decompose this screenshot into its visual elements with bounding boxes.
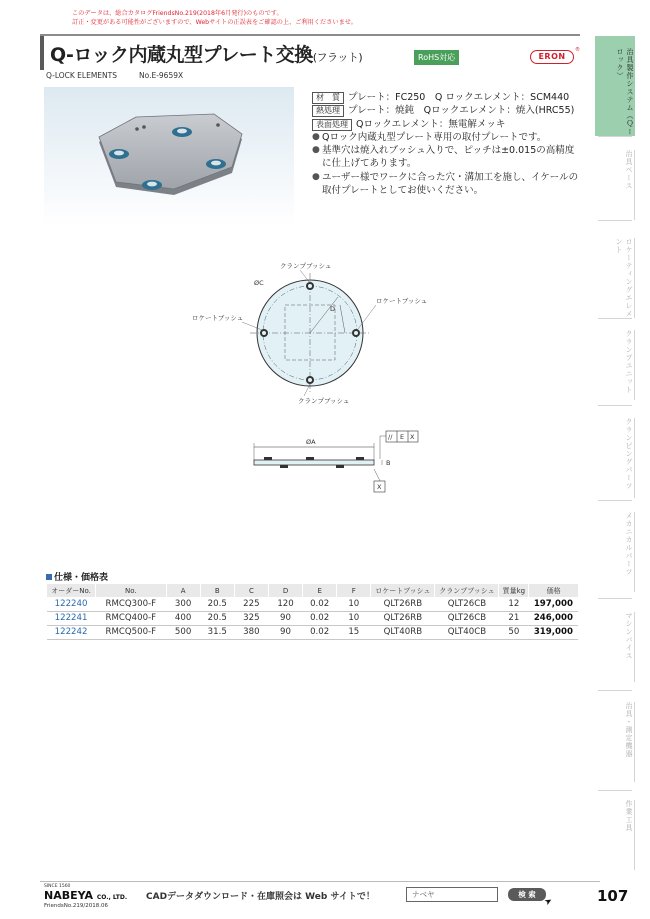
cell-mass: 12: [499, 597, 529, 611]
label-dim-a: ØA: [306, 438, 316, 446]
eron-logo: ERON: [530, 50, 574, 64]
footer-divider: [40, 881, 600, 882]
cad-download-text: CADデータダウンロード・在庫照会は Web サイトで！: [146, 892, 375, 902]
cell-a: 500: [166, 625, 200, 639]
table-row: [47, 611, 579, 625]
th-clamp-bush: クランプブッシュ: [435, 584, 499, 597]
cell-locate-bush: QLT26RB: [371, 597, 435, 611]
label-clamp-bush-top: クランプブッシュ: [280, 262, 332, 270]
notice: [72, 9, 357, 27]
cursor-arrow-icon: ➤: [543, 895, 555, 909]
surface-label: 表面処理: [312, 119, 352, 131]
cell-locate-bush: QLT26RB: [371, 611, 435, 625]
side-nav-item-tools[interactable]: 作業工具: [598, 800, 635, 870]
th-order-no: オーダーNo.: [47, 584, 96, 597]
product-photo: [44, 87, 294, 227]
search-button[interactable]: 検 索: [508, 888, 546, 901]
cell-b: 20.5: [200, 597, 234, 611]
spec-price-table: [46, 584, 578, 640]
cell-no: RMCQ500-F: [96, 625, 166, 639]
subtitle: [46, 71, 183, 80]
order-no-link[interactable]: 122240: [47, 597, 96, 611]
tol-e: E: [400, 433, 405, 441]
table-row: [47, 597, 579, 611]
side-nav-divider: [598, 500, 632, 501]
product-plate-illustration: [44, 87, 294, 227]
th-a: A: [166, 584, 200, 597]
top-view-diagram: [180, 255, 440, 410]
brand-name: NABEYA: [44, 889, 94, 902]
cell-no: RMCQ300-F: [96, 597, 166, 611]
title-accent: [40, 36, 44, 70]
surface-row: [312, 118, 582, 131]
tol-x: X: [410, 433, 415, 441]
side-nav-item-clamp-unit[interactable]: クランプユニット: [598, 330, 635, 400]
since-text: SINCE 1560: [44, 884, 71, 889]
cell-c: 380: [234, 625, 268, 639]
cell-price: 319,000: [529, 625, 578, 639]
th-mass: 質量kg: [499, 584, 529, 597]
cell-c: 325: [234, 611, 268, 625]
th-c: C: [234, 584, 268, 597]
order-no-link[interactable]: 122242: [47, 625, 96, 639]
cell-d: 90: [268, 611, 302, 625]
side-nav-item-jig-base[interactable]: 治具ベース: [598, 150, 635, 220]
spec-block: [312, 91, 582, 197]
cell-e: 0.02: [303, 597, 337, 611]
side-nav-item-measuring[interactable]: 治具・測定機器: [598, 702, 635, 782]
section-title-text: 仕様・価格表: [54, 573, 109, 583]
table-header-row: [47, 584, 579, 597]
material-row: [312, 91, 582, 104]
side-nav-item-jig-system[interactable]: 治具製作システム（Ｑーロック）: [595, 36, 635, 136]
cell-a: 400: [166, 611, 200, 625]
th-e: E: [303, 584, 337, 597]
th-price: 価格: [529, 584, 578, 597]
section-title: [46, 570, 108, 583]
label-locate-bush-left: ロケートブッシュ: [192, 314, 244, 322]
heat-row: [312, 104, 582, 117]
notice-line-1: このデータは、総合カタログFriendsNo.219(2018年6月発行)のものです。: [72, 10, 283, 17]
material-label: 材 質: [312, 92, 344, 104]
side-nav-item-machine-vise[interactable]: マシンバイス: [598, 612, 635, 682]
th-no: No.: [96, 584, 166, 597]
eron-registered-mark: ®: [575, 47, 580, 53]
cell-price: 246,000: [529, 611, 578, 625]
brand-logo: [44, 889, 127, 902]
catalog-edition: FriendsNo.219/2018.06: [44, 903, 109, 909]
cell-f: 15: [337, 625, 371, 639]
heat-value: プレート：焼鈍 Qロックエレメント：焼入(HRC55): [348, 105, 575, 117]
title-main: Q-ロック内蔵丸型プレート交換: [50, 44, 313, 66]
cell-c: 225: [234, 597, 268, 611]
side-nav-divider: [598, 790, 632, 791]
label-dim-c: ØC: [254, 279, 264, 287]
side-view-diagram: [240, 425, 430, 500]
side-nav-item-locating[interactable]: ロケーティングエレメント: [598, 238, 635, 318]
table-row: [47, 625, 579, 639]
th-b: B: [200, 584, 234, 597]
side-nav-divider: [598, 318, 632, 319]
search-input[interactable]: ナベヤ: [406, 887, 498, 902]
cell-d: 120: [268, 597, 302, 611]
heat-label: 熱処理: [312, 105, 344, 117]
cell-f: 10: [337, 611, 371, 625]
material-value: プレート：FC250 Q ロックエレメント：SCM440: [348, 92, 570, 103]
side-nav-item-clamping-parts[interactable]: クランピングパーツ: [598, 418, 635, 498]
rohs-badge: RoHS対応: [414, 50, 459, 65]
side-nav-divider: [598, 220, 632, 221]
side-nav-divider: [598, 136, 632, 137]
th-f: F: [337, 584, 371, 597]
notice-line-2: 訂正・変更がある可能性がございますので、Webサイトの正誤表をご確認の上、ご利用くださいませ。: [72, 19, 357, 26]
th-locate-bush: ロケートブッシュ: [371, 584, 435, 597]
catalog-no: No.E-9659X: [139, 71, 184, 80]
cell-mass: 21: [499, 611, 529, 625]
cell-clamp-bush: QLT26CB: [435, 611, 499, 625]
page-number: 107: [597, 887, 629, 905]
cell-a: 300: [166, 597, 200, 611]
datum-x: X: [377, 483, 382, 491]
label-dim-d: D: [330, 305, 336, 313]
tol-parallel: //: [388, 433, 393, 441]
cell-mass: 50: [499, 625, 529, 639]
cell-f: 10: [337, 597, 371, 611]
side-nav-item-mechanical-parts[interactable]: メカニカルパーツ: [598, 512, 635, 592]
title-sub: (フラット): [312, 51, 363, 64]
section-square-icon: [46, 574, 52, 580]
feature-bullet-1: ● Qロック内蔵丸型プレート専用の取付プレートです。: [312, 131, 582, 144]
surface-value: Qロックエレメント：無電解メッキ: [356, 118, 506, 130]
brand-suffix: CO., LTD.: [96, 894, 128, 901]
cell-clamp-bush: QLT26CB: [435, 597, 499, 611]
label-locate-bush-right: ロケートブッシュ: [376, 297, 428, 305]
side-nav-divider: [598, 405, 632, 406]
cell-price: 197,000: [529, 597, 578, 611]
side-nav-divider: [598, 690, 632, 691]
label-dim-b: B: [386, 459, 391, 467]
label-clamp-bush-bottom: クランプブッシュ: [298, 397, 350, 405]
side-nav-divider: [598, 598, 632, 599]
order-no-link[interactable]: 122241: [47, 611, 96, 625]
feature-bullet-3-cont: 取付プレートとしてお使いください。: [322, 185, 484, 197]
th-d: D: [268, 584, 302, 597]
cell-d: 90: [268, 625, 302, 639]
feature-bullet-3: ● ユーザー様でワークに合った穴・溝加工を施し、イケールの: [312, 171, 582, 184]
subtitle-en: Q-LOCK ELEMENTS: [46, 71, 117, 80]
cell-no: RMCQ400-F: [96, 611, 166, 625]
page-title: [50, 40, 362, 67]
cell-b: 20.5: [200, 611, 234, 625]
cell-e: 0.02: [303, 625, 337, 639]
cell-locate-bush: QLT40RB: [371, 625, 435, 639]
cell-e: 0.02: [303, 611, 337, 625]
cell-b: 31.5: [200, 625, 234, 639]
feature-bullet-2-cont: に仕上げてあります。: [322, 158, 417, 170]
cell-clamp-bush: QLT40CB: [435, 625, 499, 639]
feature-bullet-2: ● 基準穴は焼入れブッシュ入りで、ピッチは±0.015の高精度: [312, 144, 582, 157]
